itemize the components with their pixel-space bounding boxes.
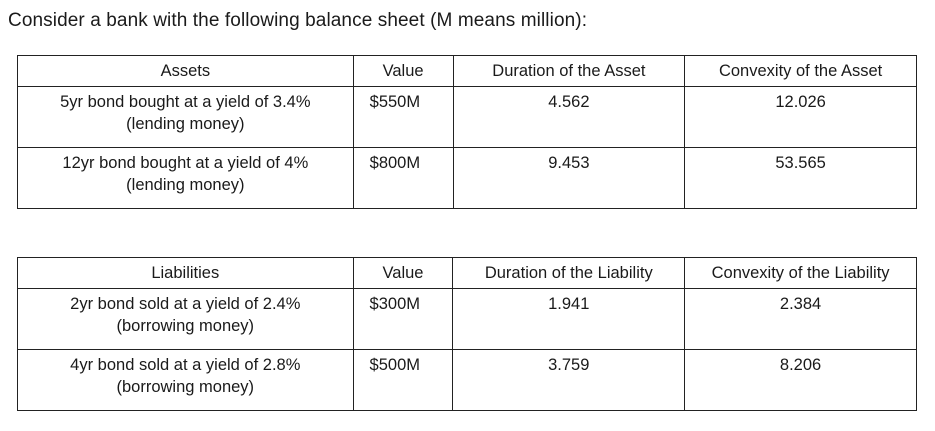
asset-name-cell [18, 87, 354, 148]
liability-name: 2yr bond sold at a yield of 2.4% [70, 295, 301, 313]
liability-name-cell [18, 289, 354, 350]
assets-header-row [18, 56, 917, 87]
asset-value: $800M [353, 148, 453, 209]
table-row [18, 350, 917, 411]
assets-header-assets: Assets [18, 56, 354, 87]
liabilities-header-value: Value [353, 258, 453, 289]
liabilities-header-convexity: Convexity of the Liability [685, 258, 917, 289]
liability-name: 4yr bond sold at a yield of 2.8% [70, 356, 301, 374]
asset-name: 12yr bond bought at a yield of 4% [62, 154, 309, 172]
liability-note: (borrowing money) [116, 317, 255, 335]
liabilities-header-liabilities: Liabilities [18, 258, 354, 289]
asset-name: 5yr bond bought at a yield of 3.4% [60, 93, 311, 111]
asset-name-cell [18, 148, 354, 209]
table-row [18, 289, 917, 350]
asset-value: $550M [353, 87, 453, 148]
assets-table [17, 55, 917, 209]
assets-header-duration: Duration of the Asset [453, 56, 685, 87]
liability-convexity: 2.384 [685, 289, 917, 350]
asset-duration: 4.562 [453, 87, 685, 148]
liabilities-header-duration: Duration of the Liability [453, 258, 685, 289]
table-row [18, 87, 917, 148]
asset-note: (lending money) [126, 176, 245, 194]
liability-name-cell [18, 350, 354, 411]
liability-duration: 1.941 [453, 289, 685, 350]
liability-value: $500M [353, 350, 453, 411]
asset-convexity: 12.026 [685, 87, 917, 148]
assets-header-value: Value [353, 56, 453, 87]
liability-note: (borrowing money) [116, 378, 255, 396]
liabilities-table [17, 257, 917, 411]
assets-header-convexity: Convexity of the Asset [685, 56, 917, 87]
table-row [18, 148, 917, 209]
asset-convexity: 53.565 [685, 148, 917, 209]
asset-duration: 9.453 [453, 148, 685, 209]
intro-text: Consider a bank with the following balance sheet (M means million): [8, 10, 588, 31]
liabilities-header-row [18, 258, 917, 289]
liability-convexity: 8.206 [685, 350, 917, 411]
asset-note: (lending money) [126, 115, 245, 133]
liability-value: $300M [353, 289, 453, 350]
liability-duration: 3.759 [453, 350, 685, 411]
